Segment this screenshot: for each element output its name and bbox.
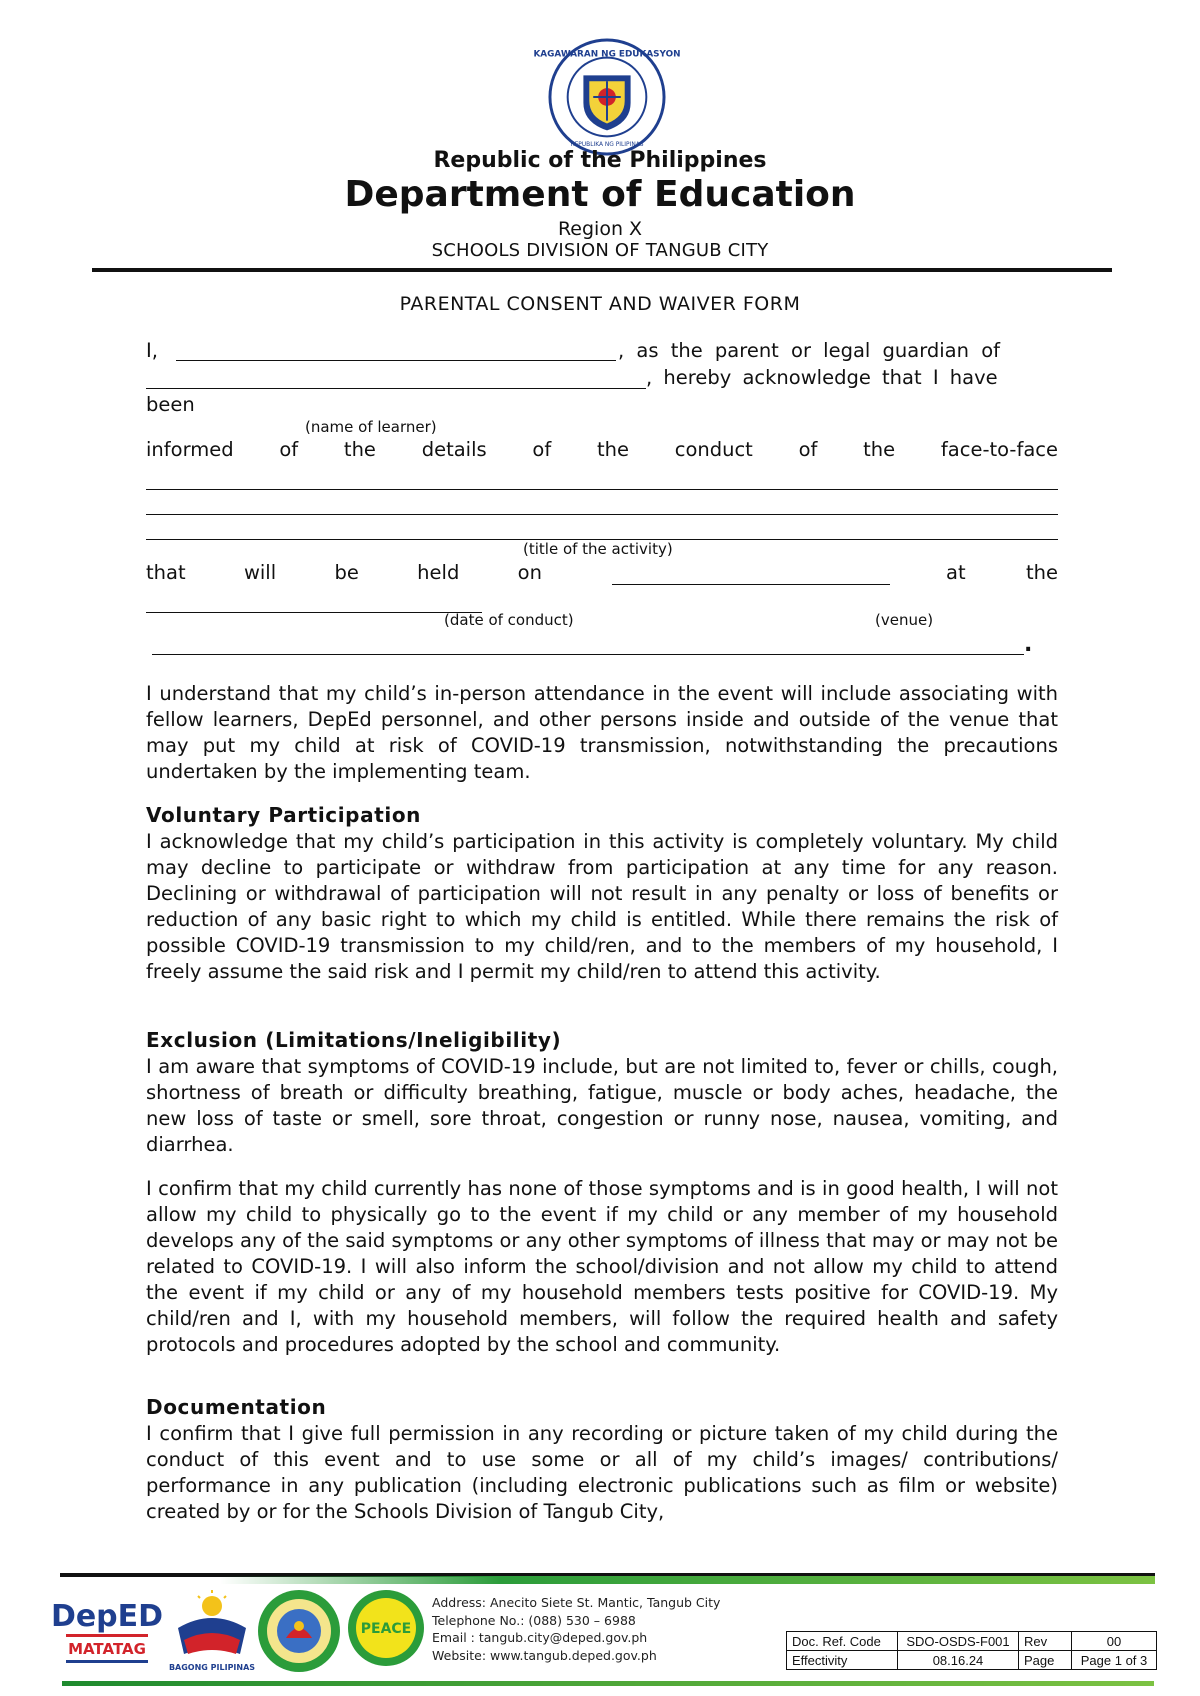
footer-green-band [220,1576,1155,1584]
line3-been: been [146,393,195,416]
caption-activity: (title of the activity) [523,540,673,558]
word: on [517,561,542,584]
peace-logo-text: PEACE [360,1621,412,1637]
effectivity-value: 08.16.24 [898,1651,1019,1670]
division-heading: SCHOOLS DIVISION OF TANGUB CITY [431,240,769,261]
word: of [798,438,818,461]
confirm-text: I confirm that my child currently has none of those symptoms and is in good health, I will not allow my child to physically go to the event if my child or any member of my household develops any of the said symptoms or any other symptoms of illness that may or may not be related to COVID-19. I will also inform the school/division and not allow my child to attend the event if my child or any of my household members tests positive for COVID-19. My child/ren and I, with my household members, will follow the required health and safety protocols and procedures adopted by the school and community. [146,1177,1058,1356]
deped-logo-text: DepED [50,1599,164,1634]
word: the [863,438,896,461]
effectivity-label: Effectivity [787,1651,898,1670]
date-continuation-blank[interactable] [146,612,482,613]
held-row [146,561,542,584]
word: that [146,561,186,584]
word: of [532,438,552,461]
line2-suffix: , hereby acknowledge that I have [646,366,998,389]
word: details [421,438,487,461]
seal-subtext: REPUBLIKA NG PILIPINAS [570,142,644,149]
website-text[interactable]: Website: www.tangub.deped.gov.ph [432,1647,657,1663]
word: be [334,561,359,584]
page-label: Page [1019,1651,1072,1670]
rev-value: 00 [1072,1632,1157,1651]
documentation-paragraph [146,1421,1058,1525]
header-divider [92,268,1112,272]
matatag-logo-text: MATATAG [68,1640,146,1658]
voluntary-paragraph [146,829,1058,985]
at-the-row [946,561,1058,584]
word: the [343,438,376,461]
doc-ref-value: SDO-OSDS-F001 [898,1632,1019,1651]
department-heading: Department of Education [344,174,856,215]
word: will [243,561,277,584]
venue-period: . [1024,632,1033,657]
deped-seal-logo [533,38,681,156]
learner-name-blank[interactable] [146,388,646,389]
telephone-text: Telephone No.: (088) 530 – 6988 [432,1612,636,1628]
caption-learner: (name of learner) [305,418,437,436]
parent-name-blank[interactable] [176,360,616,361]
document-reference-table [786,1631,1157,1670]
bagong-pilipinas-logo [170,1588,254,1676]
republic-heading: Republic of the Philippines [433,148,767,173]
word: informed [146,438,234,461]
page-value: Page 1 of 3 [1072,1651,1157,1670]
peace-logo [346,1588,426,1668]
voluntary-heading: Voluntary Participation [146,803,421,827]
address-text: Address: Anecito Siete St. Mantic, Tangub City [432,1595,721,1610]
word: the [1025,561,1058,584]
exclusion-heading: Exclusion (Limitations/Ineligibility) [146,1028,562,1052]
table-row [787,1632,1157,1651]
understand-text: I understand that my child’s in-person attendance in the event will include associating with fellow learners, DepEd personnel, and other persons inside and outside of the venue that may put my child at risk of COVID-19 transmission, notwithstanding the precautions undertaken by the implementing team. [146,682,1058,783]
word: conduct [674,438,753,461]
activity-title-blank-2[interactable] [146,514,1058,515]
understand-paragraph [146,681,1058,785]
activity-title-blank-1[interactable] [146,489,1058,490]
exclusion-text: I am aware that symptoms of COVID-19 include, but are not limited to, fever or chills, cough, shortness of breath or difficulty breathing, fatigue, muscle or body aches, headache, the new loss of taste or smell, sore throat, congestion or runny nose, nausea, vomiting, and diarrhea. [146,1055,1058,1156]
footer-bottom-rule [62,1681,1154,1686]
word: at [946,561,966,584]
line2-suffix-row [646,365,1058,391]
division-seal-logo [256,1588,342,1674]
line1-suffix-row [618,338,1058,364]
bagong-logo-text: BAGONG PILIPINAS [168,1663,256,1672]
documentation-text: I confirm that I give full permission in any recording or picture taken of my child during the conduct of this event and to use some or all of my child’s images/ contributions/ performance in any publication (including electronic publications such as film or website) created by or for the Schools Division of Tangub City, [146,1422,1058,1523]
venue-blank[interactable] [152,654,1024,655]
documentation-heading: Documentation [146,1395,327,1419]
email-text[interactable]: Email : tangub.city@deped.gov.ph [432,1630,648,1645]
rev-label: Rev [1019,1632,1072,1651]
word: of [279,438,299,461]
word: the [596,438,629,461]
doc-ref-label: Doc. Ref. Code [787,1632,898,1651]
deped-matatag-logo [50,1588,164,1676]
date-of-conduct-blank[interactable] [612,584,890,585]
word: held [417,561,460,584]
voluntary-text: I acknowledge that my child’s participation in this activity is completely voluntary. My child may decline to participate or withdraw from participation at any time for any reason. Declining or withdrawal of participation will not result in any penalty or loss of benefits or reduction of any basic right to which my child is entitled. While there remains the risk of possible COVID-19 transmission to my child/ren, and to the members of my household, I freely assume the said risk and I permit my child/ren to attend this activity. [146,830,1058,983]
contact-block [432,1594,720,1664]
region-heading: Region X [557,218,643,240]
line1-prefix: I, [146,339,158,362]
seal-text: KAGAWARAN NG EDUKASYON [533,49,681,60]
line1-suffix: , as the parent or legal guardian of [618,339,1000,362]
informed-row [146,438,1058,461]
table-row [787,1651,1157,1670]
caption-date: (date of conduct) [444,611,574,629]
caption-venue: (venue) [875,611,934,629]
word: face-to-face [940,438,1058,461]
exclusion-paragraph [146,1054,1058,1158]
confirm-paragraph [146,1176,1058,1358]
form-title: PARENTAL CONSENT AND WAIVER FORM [399,293,801,315]
